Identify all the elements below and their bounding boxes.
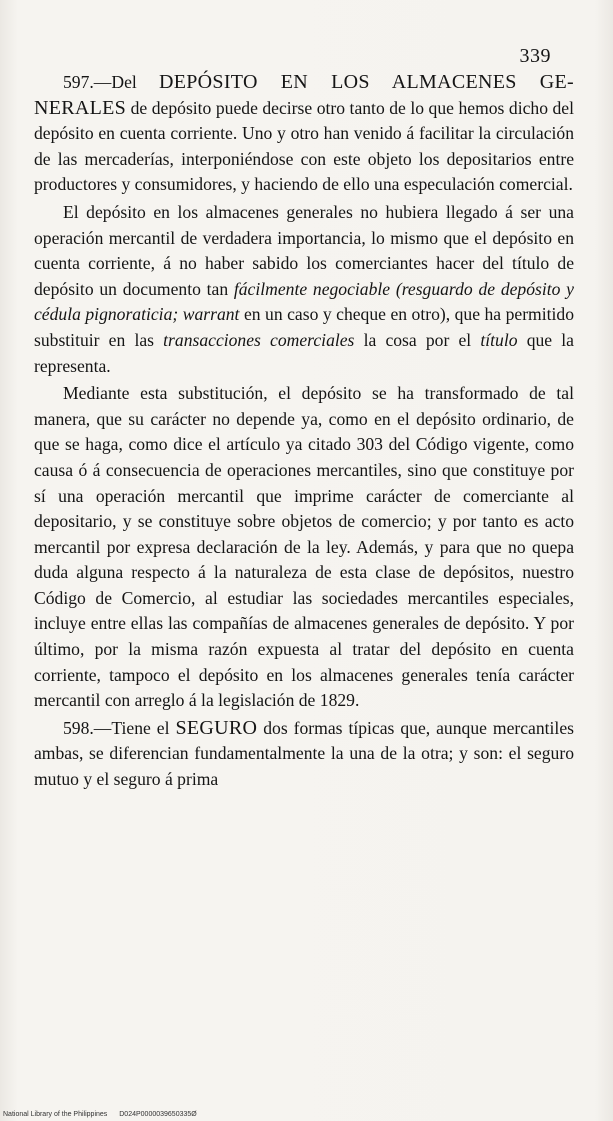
italic-run: transacciones comerciales xyxy=(163,329,355,350)
scan-footer xyxy=(3,1111,197,1118)
paragraph-597 xyxy=(34,70,574,198)
text-run: en un caso y cheque en otro), que ha permitido substituir en las xyxy=(34,304,575,350)
italic-run: fácilmente negociable (resguardo de depósito y cédula pignoraticia; warrant xyxy=(34,278,574,325)
text-run: El depósito en los almacenes generales no hubiera llegado á ser una operación mercantil de verdadera importancia, lo mismo que el depósito en cuenta corriente, á no haber sabido los comerciantes hacer del título de depósito un documento tan xyxy=(34,201,574,299)
paragraph-warrant xyxy=(34,200,574,379)
page-body xyxy=(34,70,574,793)
paragraph-597-body: de depósito puede decirse otro tanto de lo que hemos dicho del depósito en cuenta corriente. Uno y otro han venido á facilitar la circulación de las mercaderías, interponiéndose con este objeto los depositarios entre productores y consumidores, y haciendo de ello una especulación comercial. xyxy=(34,97,574,195)
paragraph-598-body: dos formas típicas que, aunque mercantiles ambas, se diferencian fundamentalmente la una de la otra; y son: el seguro mutuo y el seguro á prima xyxy=(34,717,574,790)
paragraph-substitucion: Mediante esta substitución, el depósito se ha transformado de tal manera, que su carácter no depende ya, como en el depósito ordinario, de que se haga, como dice el artículo ya citado 303 del Código vigente, como causa ó á consecuencia de operaciones mercantiles, sino que constituye por sí una operación mercantil que imprime carácter de comerciante al depositario, y se constituye sobre objetos de comercio; y por tanto es acto mercantil por expresa declaración de la ley. Además, y para que no quepa duda alguna respecto á la naturaleza de esta clase de depósitos, nuestro Código de Comercio, al estudiar las sociedades mercantiles especiales, incluye entre ellas las compañías de almacenes generales de depósito. Y por último, por la misma razón expuesta al tratar del depósito en cuenta corriente, tampoco el depósito en los almacenes generales tenía carácter mercantil con arreglo á la legislación de 1829. xyxy=(34,383,574,711)
scan-code: D024P0000039650335Ø xyxy=(119,1111,197,1118)
paragraph-number: 598.—Tiene el xyxy=(63,717,170,738)
page-number: 339 xyxy=(519,45,551,67)
section-heading-deposito: DEPÓSITO EN LOS ALMACENES GE-NERALES xyxy=(34,71,574,119)
paragraph-598 xyxy=(34,716,574,793)
library-credit: National Library of the Philippines xyxy=(3,1111,108,1118)
italic-run: título xyxy=(480,329,518,350)
text-run: la cosa por el xyxy=(363,329,472,350)
text-run: que la representa. xyxy=(34,329,574,376)
section-heading-seguro: SEGURO xyxy=(175,716,258,739)
paragraph-number: 597.—Del xyxy=(63,72,137,92)
